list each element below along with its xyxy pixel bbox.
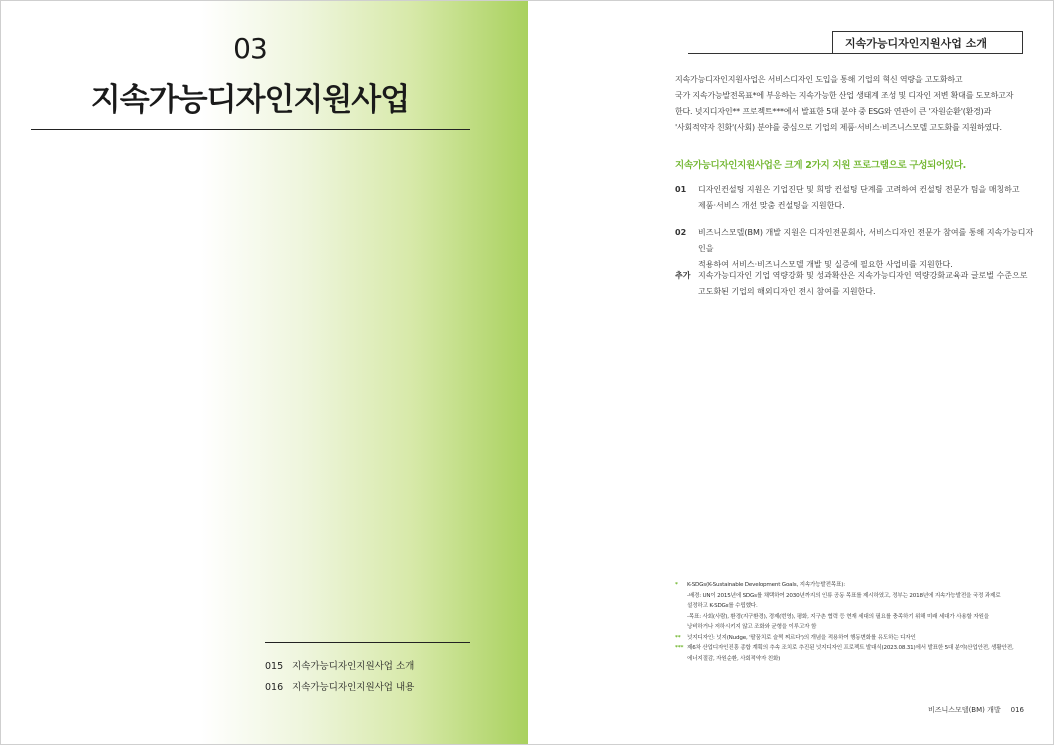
page-number: 016 xyxy=(1010,706,1024,714)
footnote-mark: * xyxy=(675,582,678,588)
footnote-line: 제6차 산업디자인진흥 종합 계획의 추속 조치로 추진된 넛지디자인 프로젝트 발대식(2023.08.31)에서 발표한 5대 분야(산업안전, 생활안전, xyxy=(687,645,1014,651)
program-line: 비즈니스모델(BM) 개발 지원은 디자인전문회사, 서비스디자인 전문가 참여를 통해 지속가능디자인을 xyxy=(698,228,1034,253)
program-summary: 지속가능디자인지원사업은 크게 2가지 지원 프로그램으로 구성되어있다. xyxy=(675,160,966,171)
program-line: 적용하여 서비스·비즈니스모델 개발 및 실증에 필요한 사업비를 지원한다. xyxy=(698,260,953,269)
footnote-line: 에너지절감, 자원순환, 사회적약자 친화) xyxy=(687,655,781,662)
footnote-line: K-SDGs(K-Sustainable Development Goals, 지속가능발전목표): xyxy=(687,582,845,588)
footnote-mark: *** xyxy=(675,645,684,651)
program-line: 제품·서비스 개선 맞춤 컨설팅을 지원한다. xyxy=(698,201,845,210)
toc-label: 지속가능디자인지원사업 내용 xyxy=(292,682,415,693)
program-line: 디자인컨설팅 지원은 기업진단 및 희망 컨설팅 단계를 고려하여 컨설팅 전문가 팀을 매칭하고 xyxy=(698,185,1020,194)
toc-item[interactable] xyxy=(265,677,485,698)
footnote xyxy=(675,643,1037,664)
program-line: 지속가능디자인 기업 역량강화 및 성과확산은 지속가능디자인 역량강화교육과 글로벌 수준으로 xyxy=(698,271,1028,280)
footnote-line: 낭비하거나 저하시키지 않고 조화와 균형을 이루고자 함 xyxy=(687,624,817,630)
footer-title: 비즈니스모델(BM) 개발 xyxy=(928,706,1001,714)
right-page xyxy=(528,0,1054,745)
program-item xyxy=(675,268,1035,300)
chapter-number: 03 xyxy=(233,32,267,65)
toc-item[interactable] xyxy=(265,656,485,677)
program-label: 추가 xyxy=(675,271,691,280)
section-heading-rule xyxy=(688,53,1023,54)
footnote xyxy=(675,580,1037,633)
intro-line: 한다. 넛지디자인** 프로젝트***에서 발표한 5대 분야 중 ESG와 연관이 큰 '자원순환'(환경)과 xyxy=(675,107,992,116)
intro-line: 지속가능디자인지원사업은 서비스디자인 도입을 통해 기업의 혁신 역량을 고도화하고 xyxy=(675,75,963,84)
footnote-line: 넛지디자인: 넛지(Nudge, '팔꿈치로 슬쩍 찌르다')의 개념을 적용하여 행동변화를 유도하는 디자인 xyxy=(687,634,916,641)
chapter-title: 지속가능디자인지원사업 xyxy=(90,82,410,118)
footnote-line: 설정하고 K-SDGs를 수립했다. xyxy=(687,603,758,609)
intro-line: '사회적약자 친화'(사회) 분야를 중심으로 기업의 제품·서비스·비즈니스모델 고도화를 지원하였다. xyxy=(675,123,1002,132)
section-heading: 지속가능디자인지원사업 소개 xyxy=(832,31,1023,54)
footnote-line: -배경: UN이 2015년에 SDGs를 채택하여 2030년까지의 인류 공동 목표를 제시하였고, 정부는 2018년에 지속가능발전을 국정 과제로 xyxy=(687,592,1001,599)
program-item xyxy=(675,182,1035,214)
toc-divider xyxy=(265,642,470,643)
table-of-contents xyxy=(265,656,485,698)
toc-page-number: 015 xyxy=(265,661,284,672)
program-item xyxy=(675,225,1035,273)
footnotes xyxy=(675,580,1037,664)
footnote xyxy=(675,633,1037,644)
footnote-mark: ** xyxy=(675,634,681,641)
program-label: 01 xyxy=(675,185,687,194)
toc-label: 지속가능디자인지원사업 소개 xyxy=(292,661,415,672)
intro-paragraph xyxy=(675,72,1033,136)
toc-page-number: 016 xyxy=(265,682,284,693)
footnote-line: -목표: 사회(사람), 환경(지구환경), 경제(번영), 평화, 지구촌 협력 등 현재 세대의 필요를 충족하기 위해 미래 세대가 사용할 자원을 xyxy=(687,613,989,620)
intro-line: 국가 지속가능발전목표*에 부응하는 지속가능한 산업 생태계 조성 및 디자인 저변 확대를 도모하고자 xyxy=(675,91,1014,100)
program-label: 02 xyxy=(675,228,687,237)
program-line: 고도화된 기업의 해외디자인 전시 참여를 지원한다. xyxy=(698,287,876,296)
page-footer xyxy=(928,705,1024,715)
title-divider xyxy=(31,129,470,130)
